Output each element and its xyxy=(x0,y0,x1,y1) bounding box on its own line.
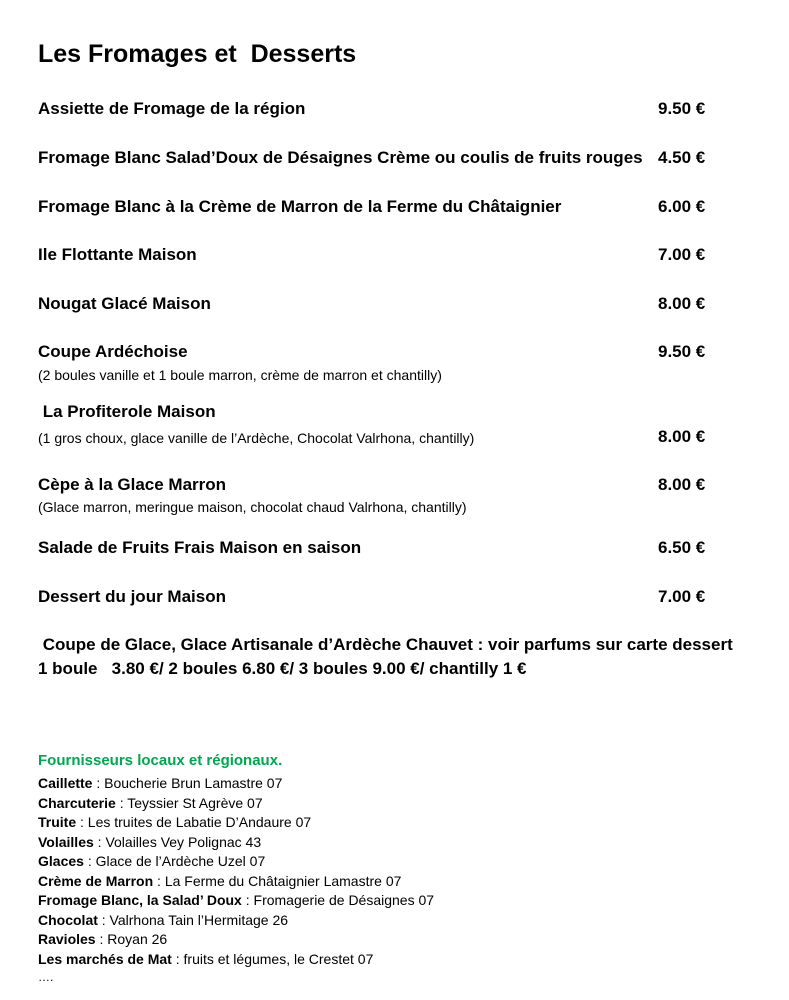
ice-cream-offer-line2: 1 boule 3.80 €/ 2 boules 6.80 €/ 3 boules 9.00 €/ chantilly 1 € xyxy=(38,659,527,678)
menu-item-price: 6.50 € xyxy=(658,538,706,557)
supplier-value: : Les truites de Labatie D’Andaure 07 xyxy=(76,814,312,830)
ice-cream-offer-line1: Coupe de Glace, Glace Artisanale d’Ardèche Chauvet : voir parfums sur carte dessert xyxy=(38,635,733,654)
supplier-line xyxy=(38,911,434,931)
supplier-value: : Boucherie Brun Lamastre 07 xyxy=(92,775,283,791)
suppliers-ellipsis: …. xyxy=(38,970,54,984)
supplier-line xyxy=(38,774,434,794)
supplier-label: Les marchés de Mat xyxy=(38,950,172,967)
supplier-value: : Teyssier St Agrève 07 xyxy=(115,794,263,811)
menu-item-price: 9.50 € xyxy=(658,342,706,361)
menu-item-name: Fromage Blanc à la Crème de Marron de la Ferme du Châtaignier xyxy=(38,197,562,216)
supplier-value: : Valrhona Tain l’Hermitage 26 xyxy=(97,911,289,928)
supplier-line xyxy=(38,833,434,853)
menu-item-price: 8.00 € xyxy=(658,294,706,313)
supplier-label: Glaces xyxy=(38,853,84,869)
supplier-label: Volailles xyxy=(38,833,94,850)
supplier-label: Caillette xyxy=(38,775,93,791)
menu-item-name: Ile Flottante Maison xyxy=(38,245,197,264)
supplier-value: : La Ferme du Châtaignier Lamastre 07 xyxy=(153,872,402,889)
supplier-value: : Royan 26 xyxy=(95,931,168,947)
supplier-line xyxy=(38,872,434,892)
menu-item-name: Nougat Glacé Maison xyxy=(38,294,211,313)
supplier-line xyxy=(38,852,434,872)
menu-item-name: Assiette de Fromage de la région xyxy=(38,99,306,118)
menu-item-price: 6.00 € xyxy=(658,197,706,216)
menu-item-name: Salade de Fruits Frais Maison en saison xyxy=(38,538,362,557)
menu-item-description: (Glace marron, meringue maison, chocolat chaud Valrhona, chantilly) xyxy=(38,499,467,515)
supplier-label: Chocolat xyxy=(38,911,98,928)
menu-item-description: (2 boules vanille et 1 boule marron, crème de marron et chantilly) xyxy=(38,367,442,383)
menu-item-name: La Profiterole Maison xyxy=(38,402,216,421)
supplier-line xyxy=(38,930,434,950)
menu-item-price: 8.00 € xyxy=(658,427,706,446)
menu-title: Les Fromages et Desserts xyxy=(38,40,357,68)
supplier-label: Fromage Blanc, la Salad’ Doux xyxy=(38,892,242,908)
menu-item-name: Dessert du jour Maison xyxy=(38,587,226,606)
supplier-label: Ravioles xyxy=(38,931,96,947)
menu-item-price: 8.00 € xyxy=(658,475,706,494)
supplier-value: : fruits et légumes, le Crestet 07 xyxy=(171,950,374,967)
supplier-value: : Glace de l’Ardèche Uzel 07 xyxy=(83,853,266,869)
supplier-value: : Fromagerie de Désaignes 07 xyxy=(241,892,435,908)
suppliers-heading: Fournisseurs locaux et régionaux. xyxy=(38,752,283,769)
supplier-line xyxy=(38,950,434,970)
supplier-line xyxy=(38,891,434,911)
menu-item-name: Fromage Blanc Salad’Doux de Désaignes Crème ou coulis de fruits rouges xyxy=(38,148,643,167)
supplier-label: Charcuterie xyxy=(38,794,116,811)
menu-item-price: 4.50 € xyxy=(658,148,706,167)
suppliers-list xyxy=(38,774,434,969)
menu-item-description: (1 gros choux, glace vanille de l’Ardèche, Chocolat Valrhona, chantilly) xyxy=(38,430,475,446)
menu-item-name: Cèpe à la Glace Marron xyxy=(38,475,227,494)
menu-item-price: 9.50 € xyxy=(658,99,706,118)
supplier-label: Truite xyxy=(38,814,77,830)
supplier-line xyxy=(38,813,434,833)
supplier-value: : Volailles Vey Polignac 43 xyxy=(93,833,262,850)
supplier-line xyxy=(38,794,434,814)
menu-item-price: 7.00 € xyxy=(658,245,706,264)
supplier-label: Crème de Marron xyxy=(38,872,154,889)
menu-item-name: Coupe Ardéchoise xyxy=(38,342,188,361)
menu-item-price: 7.00 € xyxy=(658,587,706,606)
